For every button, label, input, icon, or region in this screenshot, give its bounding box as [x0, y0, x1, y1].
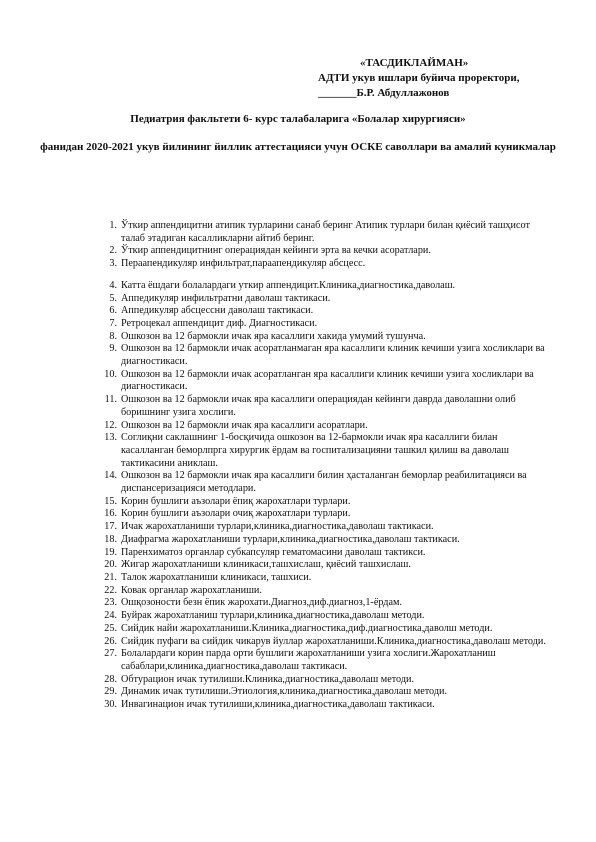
question-list	[104, 220, 551, 712]
question-number: 20.	[104, 559, 117, 571]
question-text: Соглиқни саклашнинг 1-босқичида ошкозон ва 12-бармокли ичак яра касаллиги билан касалланган беморлпрга хирургик ёрдам ва госпитализацияни ташкил қилиш ва даволаш тактикасини аниклаш.	[121, 432, 510, 469]
question-item	[104, 699, 551, 712]
question-text: Жигар жарохатланиши клиникаси,ташхислаш, қиёсий ташхислаш.	[121, 559, 411, 571]
question-number: 23.	[104, 597, 117, 609]
question-text: Диафрагма жарохатланиши турлари,клиника,диагностика,даволаш тактикаси.	[121, 533, 460, 545]
question-item	[109, 220, 551, 245]
question-number: 24.	[104, 610, 117, 622]
question-number: 26.	[104, 635, 117, 647]
question-number: 13.	[104, 432, 117, 444]
question-text: Динамик ичак тутилиши.Этиология,клиника,диагностика,даволаш методи.	[121, 686, 448, 698]
question-number: 11.	[104, 394, 117, 406]
question-item	[109, 245, 551, 258]
question-number: 22.	[104, 584, 117, 596]
question-item	[109, 330, 551, 344]
question-text: Пераапендикуляр инфильтрат,параапендикуляр абсцесс.	[121, 258, 366, 270]
question-text: Ошкозон ва 12 бармокли ичак яра касаллиги асоратлари.	[121, 419, 368, 431]
question-item	[104, 635, 551, 649]
question-text: Ошкозон ва 12 бармокли ичак яра касаллиги билин ҳасталанган беморлар реабилитацияси ва диспансеризацияси методлари.	[121, 470, 527, 495]
question-text: Инвагинацион ичак тутилиши,клиника,диагностика,даволаш тактикаси.	[121, 699, 435, 711]
question-item	[104, 394, 551, 419]
question-item	[104, 546, 551, 560]
question-number: 8.	[109, 330, 117, 342]
question-item	[109, 258, 551, 271]
question-text: Болалардаги корин парда орти бушлиги жарохатланиши узига хослиги.Жарохатланиш сабаблари,клиника,диагностика,даволаш тактикаси.	[121, 648, 496, 672]
question-item	[104, 673, 551, 687]
question-text: Ретроцекал аппендицит диф. Диагностикаси.	[121, 317, 318, 329]
question-text: Ўткир аппендицитнинг операциядан кейинги эрта ва кечки асоратлари.	[121, 245, 431, 257]
question-item	[104, 584, 551, 598]
question-number: 9.	[109, 343, 117, 355]
question-text: Ошкозон ва 12 бармокли ичак асоратланган яра касаллиги клиник кечиши узига хосликлари ва диагностикаси.	[121, 368, 534, 393]
question-item	[104, 610, 551, 623]
question-number: 4.	[109, 279, 117, 291]
question-item	[104, 597, 551, 610]
question-item	[104, 686, 551, 699]
question-item	[104, 508, 551, 521]
question-item	[104, 470, 551, 495]
question-text: Ошкозон ва 12 бармокли ичак асоратланмаган яра касаллиги клиник кечиши узига хосликлари ва диагностикаси.	[121, 343, 545, 368]
question-text: Сийдик найи жарохатланиши.Клиника,диагностика,диф.диагностика,даволш методи.	[121, 622, 493, 634]
question-item	[104, 571, 551, 585]
question-number: 14.	[104, 470, 117, 482]
question-item	[104, 559, 551, 572]
question-text: Катта ёшдаги болалардаги уткир аппендицит.Клиника,диагностика,даволаш.	[121, 279, 456, 291]
question-text: Ичак жарохатланиши турлари,клиника,диагностика,даволаш тактикаси.	[121, 521, 434, 533]
question-number: 15.	[104, 495, 117, 507]
question-item	[109, 292, 551, 306]
question-item	[109, 279, 551, 293]
faculty-heading: Педиатрия факльтети 6- курс талабаларига «Болалар хирургияси»	[130, 113, 466, 125]
approval-signature: _______Б.Р. Абдуллажонов	[318, 87, 450, 99]
question-item	[109, 305, 551, 318]
question-item	[104, 495, 551, 509]
question-text: Ошкозон ва 12 бармокли ичак яра касаллиги хакида умумий тушунча.	[121, 330, 426, 342]
question-item	[104, 419, 551, 433]
question-text: Буйрак жарохатланиш турлари,клиника,диагностика,даволаш методи.	[121, 610, 425, 622]
question-item	[104, 521, 551, 534]
question-text: Корин бушлиги аъзолари очиқ жарохатлари турлари.	[121, 508, 351, 520]
question-number: 10.	[104, 368, 117, 380]
approval-title: «ТАСДИКЛАЙМАН»	[360, 57, 469, 69]
question-number: 3.	[109, 258, 117, 270]
question-text: Аппедикуляр абсцессни даволаш тактикаси.	[121, 305, 314, 317]
question-text: Обтурацион ичак тутилиши.Клиника,диагностика,даволаш методи.	[121, 673, 415, 685]
question-text: Сийдик пуфаги ва сийдик чикарув йуллар жарохатланиши.Клиника,диагностика,даволаш методи.	[121, 635, 546, 647]
question-number: 25.	[104, 622, 117, 634]
question-number: 1.	[109, 220, 117, 231]
question-number: 30.	[104, 699, 117, 711]
question-text: Корин бушлиги аъзолари ёпиқ жарохатлари турлари.	[121, 495, 351, 507]
question-item	[104, 622, 551, 636]
question-number: 27.	[104, 648, 117, 660]
question-number: 5.	[109, 292, 117, 304]
question-text: Паренхиматоз органлар субкапсуляр гематомасини даволаш тактикси.	[121, 546, 426, 558]
question-number: 21.	[104, 571, 117, 583]
question-item	[104, 648, 551, 673]
question-number: 29.	[104, 686, 117, 698]
question-number: 28.	[104, 673, 117, 685]
question-number: 12.	[104, 419, 117, 431]
question-item	[104, 533, 551, 547]
question-item	[104, 368, 551, 394]
question-text: Талок жарохатланиши клиникаси, ташхиси.	[121, 571, 312, 583]
question-number: 16.	[104, 508, 117, 520]
question-text: Ковак органлар жарохатланиши.	[121, 584, 262, 596]
question-text: Ўткир аппендицитни атипик турларини санаб беринг Атипик турлари билан қиёсий ташҳисот талаб этадиган касалликларни айтиб беринг.	[121, 220, 530, 244]
question-number: 18.	[104, 533, 117, 545]
approval-position: АДТИ укув ишлари буйича проректори,	[318, 72, 520, 84]
question-number: 19.	[104, 546, 117, 558]
subject-heading: фанидан 2020-2021 укув йилининг йиллик аттестацияси учун ОСКЕ саволлари ва амалий куникмалар	[40, 141, 556, 153]
question-number: 7.	[109, 317, 117, 329]
question-number: 2.	[109, 245, 117, 257]
question-number: 17.	[104, 521, 117, 533]
question-text: Ошқозоности безн ёпик жарохати.Диагноз,диф.диагноз,1-ёрдам.	[121, 597, 402, 609]
question-item	[109, 343, 551, 368]
question-text: Аппедикуляр инфильтратни даволаш тактикаси.	[121, 292, 331, 304]
approval-block	[318, 56, 588, 101]
question-text: Ошкозон ва 12 бармокли ичак яра касаллиги операциядан кейинги даврда даволашни олиб боришнинг узига хослиги.	[121, 394, 516, 418]
question-item	[104, 432, 551, 470]
question-item	[109, 317, 551, 331]
question-number: 6.	[109, 305, 117, 317]
